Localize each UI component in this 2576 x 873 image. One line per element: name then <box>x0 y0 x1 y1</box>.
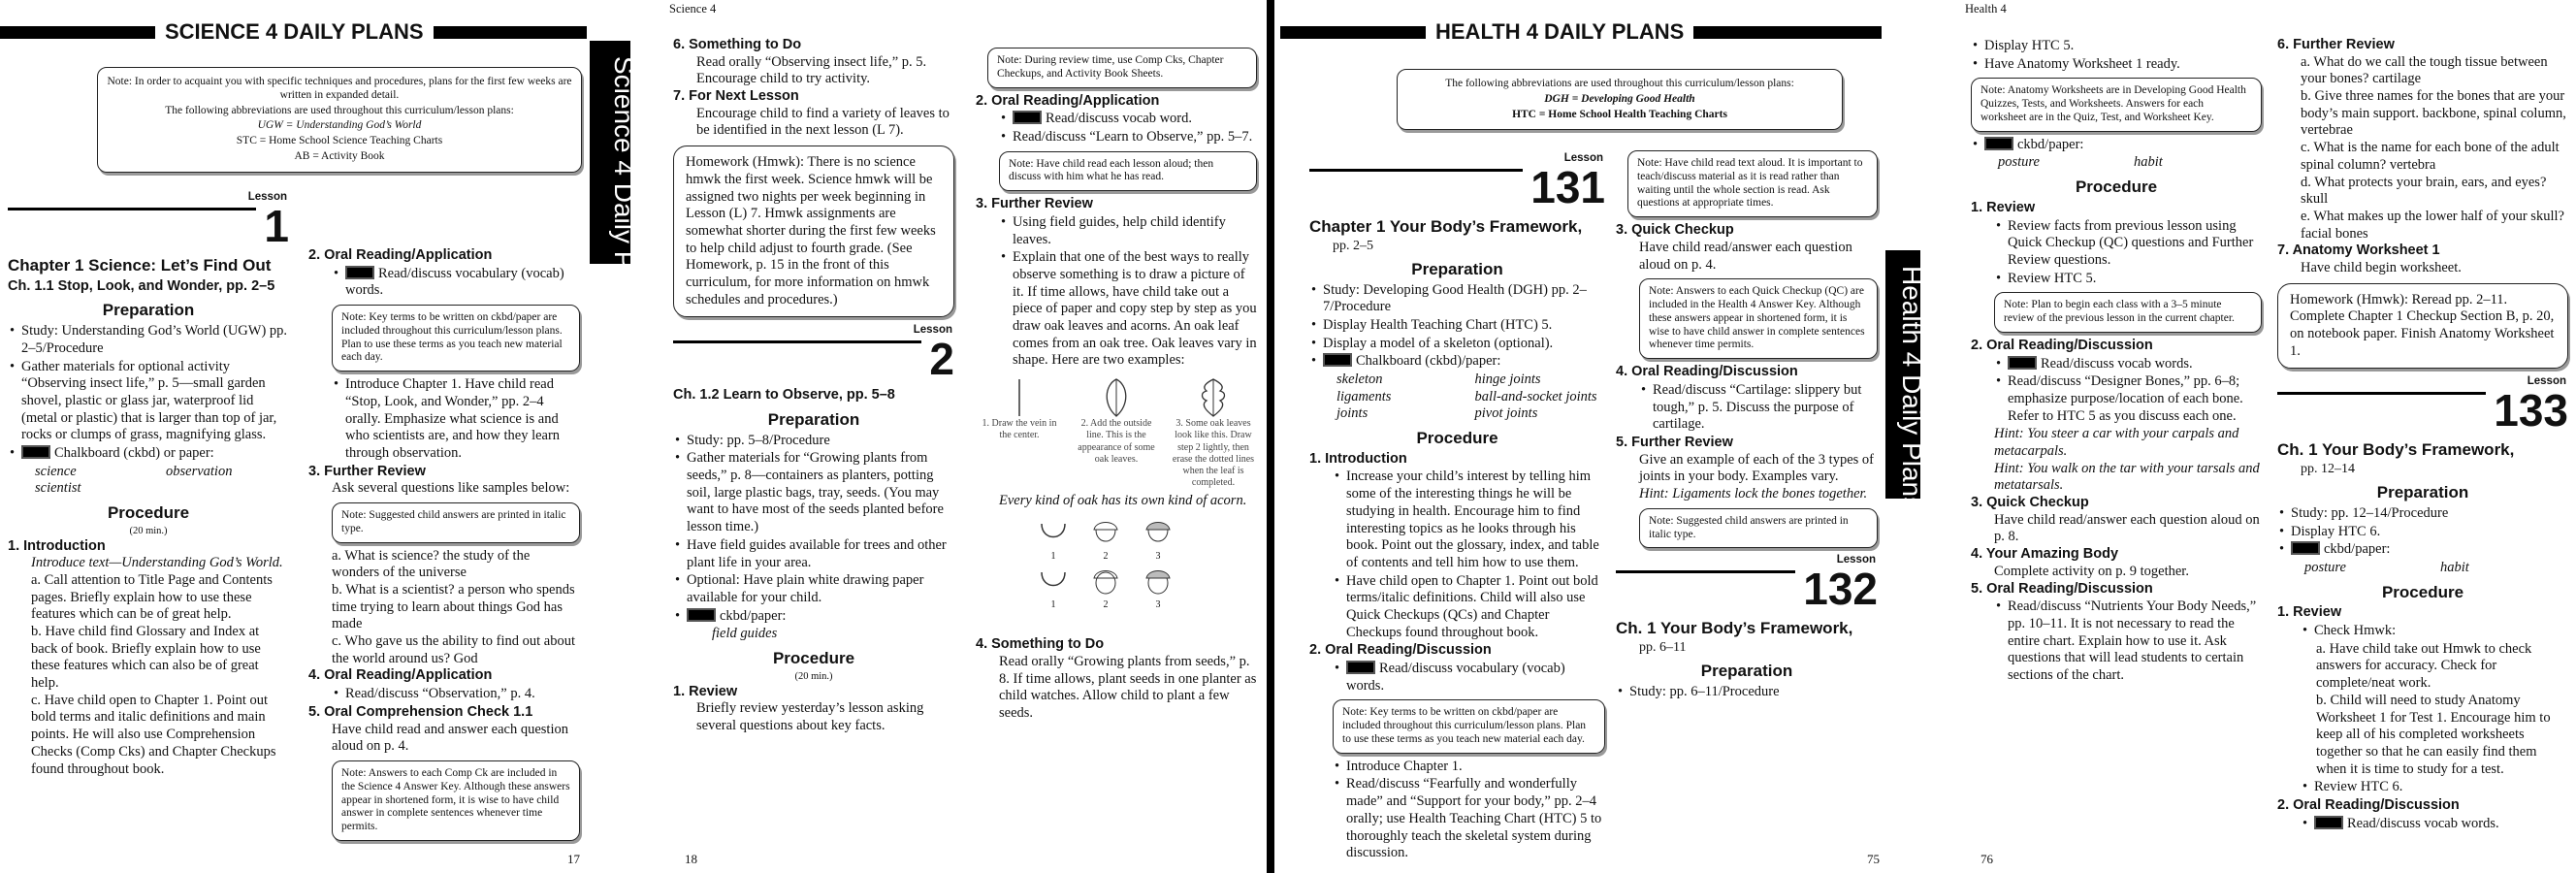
intro-note <box>97 67 582 173</box>
page-number: 18 <box>685 852 697 867</box>
step-heading: 6. Further Review <box>2277 37 2395 52</box>
prep-list <box>8 323 289 463</box>
step-heading: 4. Your Amazing Body <box>1971 546 2119 563</box>
list-item: • Display HTC 6. <box>2277 524 2568 541</box>
vocab-words <box>1336 372 1605 423</box>
page-75 <box>1280 0 1927 873</box>
acorn-cap-icon <box>1034 518 1073 547</box>
step-heading: 1. Review <box>673 683 738 699</box>
procedure-heading: Procedure <box>772 648 855 667</box>
acorn-icon <box>1139 518 1177 547</box>
step-heading: 3. Quick Checkup <box>1616 222 1734 239</box>
preparation-heading: Preparation <box>1411 259 1503 278</box>
list-item: • Have child open to Chapter 1. Point out bold terms/italic definitions. Child will also use Quick Checkups (QCs) and Chapter Checkups found throughout book. <box>1333 573 1605 642</box>
page-76 <box>1961 0 2576 873</box>
list-item: • Using field guides, help child identify leaves. <box>999 214 1257 248</box>
vocab-word: pivot joints <box>1474 405 1538 422</box>
list-item <box>8 445 289 463</box>
chalkboard-icon <box>2008 356 2037 370</box>
step-text: Complete activity on p. 9 together. <box>1994 563 2189 579</box>
step-text: Give an example of each of the 3 types of joints in your body. Examples vary. <box>1639 451 1874 485</box>
acorn-number: 2 <box>1103 599 1109 611</box>
procedure-heading: Procedure <box>2381 582 2464 601</box>
step-heading: 5. Further Review <box>1616 434 1733 450</box>
step-text: Ask several questions like samples below: <box>332 480 570 497</box>
step-text: Have child read/answer each question aloud on p. 8. <box>1994 511 2260 545</box>
list-item: • Study: Understanding God’s World (UGW) pp. 2–5/Procedure <box>8 323 289 357</box>
list-item: • Study: Developing Good Health (DGH) pp. 2–7/Procedure <box>1309 282 1605 316</box>
homework-box: Homework (Hmwk): There is no science hmwk the first week. Science hmwk will be assigned two nights per week beginning in Lesson (L) 7. Hmwk assignments are somewhat shorter during the first few weeks to help child adjust to fourth grade. (See Homework, p. 15 in the front of this curriculum, for more information on hmwk schedules and procedures.) <box>673 146 954 317</box>
read-note: Note: Have child read text aloud. It is important to teach/discuss material as it is read rather than waiting until the whole section is read. Ask questions at appropriate times. <box>1627 150 1878 217</box>
list-item <box>2277 541 2568 559</box>
list-item: • Gather materials for “Growing plants from seeds,” p. 8—containers as planters, potting soil, large plastic bags, tray, seeds. (You may want to have most of the seeds planted before lesson time.) <box>673 450 954 535</box>
abbr-note <box>1397 69 1843 130</box>
item-text: Read/discuss vocabulary (vocab) words. <box>1346 661 1565 694</box>
list-item <box>2301 816 2568 833</box>
page-number: 76 <box>1980 852 1993 867</box>
page-banner <box>1280 19 1882 46</box>
procedure-heading: Procedure <box>2075 178 2158 197</box>
review-note: Note: During review time, use Comp Cks, Chapter Checkups, and Activity Book Sheets. <box>987 48 1257 88</box>
step-heading: 7. Anatomy Worksheet 1 <box>2277 242 2440 259</box>
page-18 <box>667 0 1261 873</box>
step-text: Encourage child to find a variety of leaves to be identified in the next lesson (L 7). <box>696 105 950 139</box>
chalkboard-icon <box>2314 816 2343 829</box>
item-text: Read/discuss vocab word. <box>1046 111 1193 127</box>
list-item: • Display HTC 5. <box>1971 38 2262 55</box>
acorn-number: 1 <box>1050 599 1056 611</box>
preparation-heading: Preparation <box>767 410 860 429</box>
item-text: Read/discuss vocabulary (vocab) words. <box>345 265 564 299</box>
vocab-word: habit <box>2134 154 2163 171</box>
italic-note: Note: Suggested child answers are printed in italic type. <box>1639 508 1878 549</box>
lesson-number: 1 <box>256 204 289 248</box>
side-tab <box>590 41 639 319</box>
page-number: 75 <box>1867 852 1880 867</box>
list-item: • Read/discuss “Observation,” p. 4. <box>332 686 580 703</box>
list-item <box>1971 137 2262 154</box>
acorn-caption: Every kind of oak has its own kind of acorn. <box>999 493 1247 509</box>
lesson-header <box>1309 151 1605 213</box>
note-text: Note: In order to acquaint you with specific techniques and procedures, plans for the first few weeks are written in expanded detail. <box>107 76 572 101</box>
lesson-label: Lesson <box>1836 554 1876 566</box>
side-tab <box>1885 250 1927 511</box>
acorn-number: 3 <box>1155 599 1161 611</box>
list-item: • Introduce Chapter 1. Have child read “Stop, Look, and Wonder,” pp. 2–4 orally. Emphasize what science is and who scientists are, and how they learn through observation. <box>332 376 580 462</box>
list-item: • Read/discuss “Cartilage: slippery but tough,” p. 5. Discuss the purpose of cartilage. <box>1639 382 1878 434</box>
preparation-heading: Preparation <box>2376 483 2469 502</box>
note-text: The following abbreviations are used throughout this curriculum/lesson plans: <box>1445 78 1794 89</box>
list-item: • Display Health Teaching Chart (HTC) 5. <box>1309 317 1605 335</box>
step-heading: 5. Oral Comprehension Check 1.1 <box>308 703 533 720</box>
banner-title: HEALTH 4 DAILY PLANS <box>1435 19 1685 44</box>
side-tab-label: Health 4 Daily Plans <box>1897 266 1927 511</box>
section-title: Ch. 1.2 Learn to Observe, pp. 5–8 <box>673 387 895 404</box>
chapter-pages: pp. 2–5 <box>1333 238 1373 253</box>
step-text: Have child begin worksheet. <box>2301 259 2462 275</box>
vocab-word: posture <box>2304 559 2346 575</box>
hint-text: Hint: You walk on the tar with your tarsals and metatarsals. <box>1994 460 2260 494</box>
vocab-word: observation <box>166 463 233 479</box>
list-item: a. Call attention to Title Page and Contents pages. Briefly explain how to use these features which can be of great help. <box>31 571 273 623</box>
item-text: Read/discuss vocab words. <box>2347 815 2499 831</box>
step-heading: 2. Oral Reading/Application <box>976 92 1160 109</box>
section-title: Ch. 1.1 Stop, Look, and Wonder, pp. 2–5 <box>8 277 275 294</box>
answers-note: Note: Answers to each Quick Checkup (QC) are included in the Health 4 Answer Key. Although these answers appear in shortened form, it is wise to have child answer in complete sentences whenever time permits. <box>1639 278 1878 359</box>
ckbd-label: Chalkboard (ckbd)/paper: <box>1356 353 1501 370</box>
abbr-htc: HTC = Home School Health Teaching Charts <box>1512 108 1727 120</box>
oak-leaf-icon <box>1194 375 1233 418</box>
page-17 <box>0 0 639 873</box>
list-item: e. What makes up the lower half of your skull? facial bones <box>2301 208 2564 242</box>
abbr-ugw: UGW = Understanding God’s World <box>257 119 422 132</box>
vocab-word: ligaments <box>1336 388 1392 404</box>
ckbd-label: Chalkboard (ckbd) or paper: <box>54 444 214 461</box>
leaf-step-1 <box>976 375 1063 489</box>
list-item: b. Child will need to study Anatomy Worksheet 1 for Test 1. Encourage him to keep all of his completed worksheets together so that he can easily find them when it is time to study for a test. <box>2316 692 2551 777</box>
preparation-heading: Preparation <box>102 301 195 320</box>
list-item <box>999 111 1257 128</box>
lesson-label: Lesson <box>1563 152 1603 164</box>
running-header: Science 4 <box>669 2 717 16</box>
list-item <box>1994 356 2262 373</box>
leaf-outline-icon <box>1097 375 1136 418</box>
lesson-number: 132 <box>1795 566 1878 611</box>
homework-box: Homework (Hmwk): Reread pp. 2–11. Complete Chapter 1 Checkup Section B, p. 20, on notebook paper. Finish Anatomy Worksheet 1. <box>2277 283 2568 370</box>
list-item: b. What is a scientist? a person who spends time trying to learn about things God has made <box>332 582 575 632</box>
lesson-number: 2 <box>921 337 954 381</box>
step-heading: 4. Oral Reading/Application <box>308 667 493 684</box>
list-item: • Review HTC 6. <box>2301 779 2568 796</box>
procedure-heading: Procedure <box>107 503 190 523</box>
chalkboard-icon <box>1013 111 1042 124</box>
worksheet-note: Note: Anatomy Worksheets are in Developing Good Health Quizzes, Tests, and Worksheets. Answers for each worksheet are in the Quiz, Test, and Worksheet Key. <box>1971 78 2262 131</box>
step-heading: 3. Further Review <box>976 196 1093 212</box>
list-item <box>332 266 580 300</box>
time-note: (20 min.) <box>129 525 168 536</box>
acorn-number: 1 <box>1050 550 1056 562</box>
acorn-drawings <box>1034 518 1257 611</box>
key-terms-note: Note: Key terms to be written on ckbd/paper are included throughout this curriculum/lesson plans. Plan to use these terms as you teach new material each day. <box>332 305 580 372</box>
chapter-title: Ch. 1 Your Body’s Framework, <box>1616 619 1853 638</box>
vocab-word: habit <box>2440 559 2469 575</box>
leaf-step-2 <box>1073 375 1160 489</box>
list-item: c. What is the name for each bone of the adult spinal column? vertebra <box>2301 140 2560 173</box>
abbr-ab: AB = Activity Book <box>294 149 385 162</box>
lesson-header <box>1616 553 1878 615</box>
list-item: • Read/discuss “Learn to Observe,” pp. 5–7. <box>999 129 1257 146</box>
leaf-step-3 <box>1170 375 1257 489</box>
list-item: • Check Hmwk: <box>2301 623 2568 640</box>
acorn-cap-icon <box>1034 566 1073 596</box>
time-note: (20 min.) <box>794 670 833 682</box>
list-item <box>1309 353 1605 371</box>
acorn-icon <box>1086 518 1125 547</box>
list-item: • Read/discuss “Nutrients Your Body Needs,” pp. 10–11. It is not necessary to read the entire chart. Explain how to use it. Ask questions that will lead students to certain sections of the chart. <box>1994 598 2262 684</box>
lesson-header <box>8 190 289 252</box>
list-item: • Review facts from previous lesson using Quick Checkup (QC) questions and Further Review questions. <box>1994 218 2262 270</box>
step-text: Have child read/answer each question aloud on p. 4. <box>1639 239 1852 273</box>
list-item: • Introduce Chapter 1. <box>1333 759 1605 776</box>
list-item: • Study: pp. 12–14/Procedure <box>2277 505 2568 523</box>
list-item: • Read/discuss “Fearfully and wonderfully made” and “Support for your body,” pp. 2–4 orally; use Health Teaching Chart (HTC) 5 to thoroughly teach the skeletal system during discussion. <box>1333 776 1605 861</box>
list-item: • Explain that one of the best ways to really observe something is to draw a picture of it. If time allows, have child take out a piece of paper and copy step by step as you draw oak leaves and acorns. An oak leaf comes from an oak tree. Oak leaves vary in shape. Here are two examples: <box>999 249 1257 370</box>
lesson-label: Lesson <box>247 191 287 203</box>
lesson-number: 131 <box>1523 165 1605 210</box>
list-item: c. Have child open to Chapter 1. Point out bold terms and italic definitions and main points. He will also use Comprehension Checks (Comp Cks) and Chapter Checkups found throughout book. <box>31 692 276 777</box>
list-item: • Study: pp. 6–11/Procedure <box>1616 684 1878 701</box>
leaf-drawing-steps <box>976 375 1257 489</box>
list-item: a. Have child take out Hmwk to check answers for accuracy. Check for complete/neat work. <box>2316 640 2532 692</box>
abbr-stc: STC = Home School Science Teaching Charts <box>236 135 443 147</box>
list-item: • Gather materials for optional activity “Observing insect life,” p. 5—small garden shovel, plastic or glass jar, waterproof lid (metal or plastic) that is larger than top of jar, rocks or clumps of grass, magnifying glass. <box>8 359 289 444</box>
acorn-icon <box>1139 566 1177 596</box>
list-item: a. What is science? the study of the wonders of the universe <box>332 547 531 581</box>
list-item: • Increase your child’s interest by telling him some of the interesting things he will be studying in health. Encourage him to find interesting topics as he looks through his book. Point out the glossary, index, and table of contents and tell him how to use them. <box>1333 469 1605 571</box>
vocab-word: skeleton <box>1336 371 1383 387</box>
procedure-heading: Procedure <box>1416 429 1498 448</box>
ckbd-label: ckbd/paper: <box>720 607 787 624</box>
list-item: a. What do we call the tough tissue between your bones? cartilage <box>2301 53 2548 87</box>
lesson-label: Lesson <box>913 324 952 337</box>
list-item: b. Have child find Glossary and Index at back of book. Briefly explain how to use these features which can also be of great help. <box>31 624 261 692</box>
list-item: • Have field guides available for trees and other plant life in your area. <box>673 537 954 571</box>
vocab-word: field guides <box>712 626 778 642</box>
list-item: • Study: pp. 5–8/Procedure <box>673 433 954 450</box>
chalkboard-icon <box>1323 353 1352 367</box>
vocab-word: scientist <box>35 480 81 497</box>
chapter-title: Chapter 1 Science: Let’s Find Out <box>8 256 272 275</box>
vocab-words <box>2304 560 2568 577</box>
vocab-word: posture <box>1998 154 2040 171</box>
list-item: • Display a model of a skeleton (optional). <box>1309 336 1605 353</box>
step-heading: 1. Review <box>2277 604 2342 621</box>
vocab-word: joints <box>1336 405 1368 422</box>
step-heading: 3. Further Review <box>308 463 426 479</box>
step-text: Read orally “Observing insect life,” p. 5. Encourage child to try activity. <box>696 53 927 87</box>
hint-text: Hint: Ligaments lock the bones together. <box>1639 486 1868 502</box>
step-heading: 2. Oral Reading/Discussion <box>2277 796 2460 813</box>
leaf-caption: 3. Some oak leaves look like this. Draw step 2 lightly, then erase the dotted lines when the leaf is completed. <box>1172 418 1255 489</box>
spread-divider <box>1267 0 1274 873</box>
lesson-number: 133 <box>2486 388 2568 433</box>
page-number: 17 <box>567 852 580 867</box>
step-text: Introduce text—Understanding God’s World. <box>31 555 283 571</box>
step-heading: 3. Quick Checkup <box>1971 495 2089 511</box>
vocab-words <box>1998 154 2262 172</box>
chapter-pages: pp. 12–14 <box>2301 462 2355 477</box>
list-item: • Have Anatomy Worksheet 1 ready. <box>1971 56 2262 74</box>
banner-title: SCIENCE 4 DAILY PLANS <box>165 19 424 44</box>
vocab-word: ball-and-socket joints <box>1474 388 1597 404</box>
list-item: c. Who gave us the ability to find out about the world around us? God <box>332 633 576 666</box>
plan-note: Note: Plan to begin each class with a 3–5 minute review of the previous lesson in the current chapter. <box>1994 292 2262 333</box>
abbr-dgh: DGH = Developing Good Health <box>1544 92 1695 105</box>
chalkboard-icon <box>345 266 374 279</box>
key-terms-note: Note: Key terms to be written on ckbd/paper are included throughout this curriculum/lesson plans. Plan to use these terms as you teach new material each day. <box>1333 699 1605 753</box>
vocab-words <box>35 464 289 498</box>
step-heading: 1. Introduction <box>1309 450 1407 467</box>
note-text: The following abbreviations are used throughout this curriculum/lesson plans: <box>165 104 514 116</box>
acorn-number: 3 <box>1155 550 1161 562</box>
list-item <box>673 608 954 626</box>
read-note: Note: Have child read each lesson aloud; then discuss with him what he has read. <box>999 151 1257 192</box>
leaf-caption: 2. Add the outside line. This is the appearance of some oak leaves. <box>1078 418 1155 465</box>
list-item: • Optional: Have plain white drawing paper available for your child. <box>673 572 954 606</box>
step-heading: 1. Review <box>1971 199 2036 215</box>
step-text: Briefly review yesterday’s lesson asking several questions about key facts. <box>696 700 924 733</box>
chapter-title: Ch. 1 Your Body’s Framework, <box>2277 440 2515 460</box>
step-heading: 4. Oral Reading/Discussion <box>1616 364 1798 380</box>
step-heading: 1. Introduction <box>8 537 106 554</box>
chalkboard-icon <box>687 608 716 622</box>
vocab-word: science <box>35 463 77 479</box>
lesson-label: Lesson <box>2527 375 2566 388</box>
acorn-icon <box>1086 566 1125 596</box>
leaf-caption: 1. Draw the vein in the center. <box>982 418 1057 441</box>
chapter-title: Chapter 1 Your Body’s Framework, <box>1309 217 1583 236</box>
ckbd-label: ckbd/paper: <box>2017 136 2084 152</box>
chalkboard-icon <box>21 445 50 459</box>
preparation-heading: Preparation <box>1700 662 1793 681</box>
ckbd-label: ckbd/paper: <box>2324 541 2391 558</box>
step-heading: 2. Oral Reading/Discussion <box>1309 642 1492 659</box>
italic-note: Note: Suggested child answers are printed in italic type. <box>332 502 580 543</box>
list-item <box>1333 661 1605 695</box>
list-item: • Review HTC 5. <box>1994 271 2262 288</box>
page-banner <box>0 19 587 46</box>
step-text: Read orally “Growing plants from seeds,” p. 8. If time allows, plant seeds in one planter as child watches. Allow child to plant a few seeds. <box>999 654 1257 722</box>
list-item: d. What protects your brain, ears, and eyes? skull <box>2301 174 2547 208</box>
chalkboard-icon <box>1984 137 2013 150</box>
leaf-vein-icon <box>1000 375 1039 418</box>
step-heading: 4. Something to Do <box>976 636 1105 653</box>
step-heading: 5. Oral Reading/Discussion <box>1971 580 2153 597</box>
step-heading: 2. Oral Reading/Discussion <box>1971 337 2153 353</box>
step-heading: 6. Something to Do <box>673 37 802 52</box>
step-heading: 7. For Next Lesson <box>673 88 799 105</box>
step-text: Have child read and answer each question aloud on p. 4. <box>332 721 568 755</box>
list-item: • Read/discuss “Designer Bones,” pp. 6–8; emphasize purpose/location of each bone. Refer to HTC 5 as you discuss each one. <box>1994 373 2262 425</box>
chapter-pages: pp. 6–11 <box>1639 640 1687 656</box>
answers-note: Note: Answers to each Comp Ck are included in the Science 4 Answer Key. Although these answers appear in shortened form, it is wise to have child answer in complete sentences whenever time permits. <box>332 760 580 841</box>
item-text: Read/discuss vocab words. <box>2041 355 2193 372</box>
step-heading: 2. Oral Reading/Application <box>308 247 493 263</box>
hint-text: Hint: You steer a car with your carpals and metacarpals. <box>1994 426 2239 460</box>
chalkboard-icon <box>1346 661 1375 674</box>
vocab-word: hinge joints <box>1474 371 1541 387</box>
acorn-number: 2 <box>1103 550 1109 562</box>
side-tab-label: Science 4 Daily Plans <box>609 56 639 319</box>
chalkboard-icon <box>2291 541 2320 555</box>
lesson-header <box>673 323 954 385</box>
lesson-header <box>2277 374 2568 436</box>
list-item: b. Give three names for the bones that are your body’s main support. backbone, spinal column, vertebrae <box>2301 88 2566 139</box>
running-header: Health 4 <box>1965 2 2007 16</box>
